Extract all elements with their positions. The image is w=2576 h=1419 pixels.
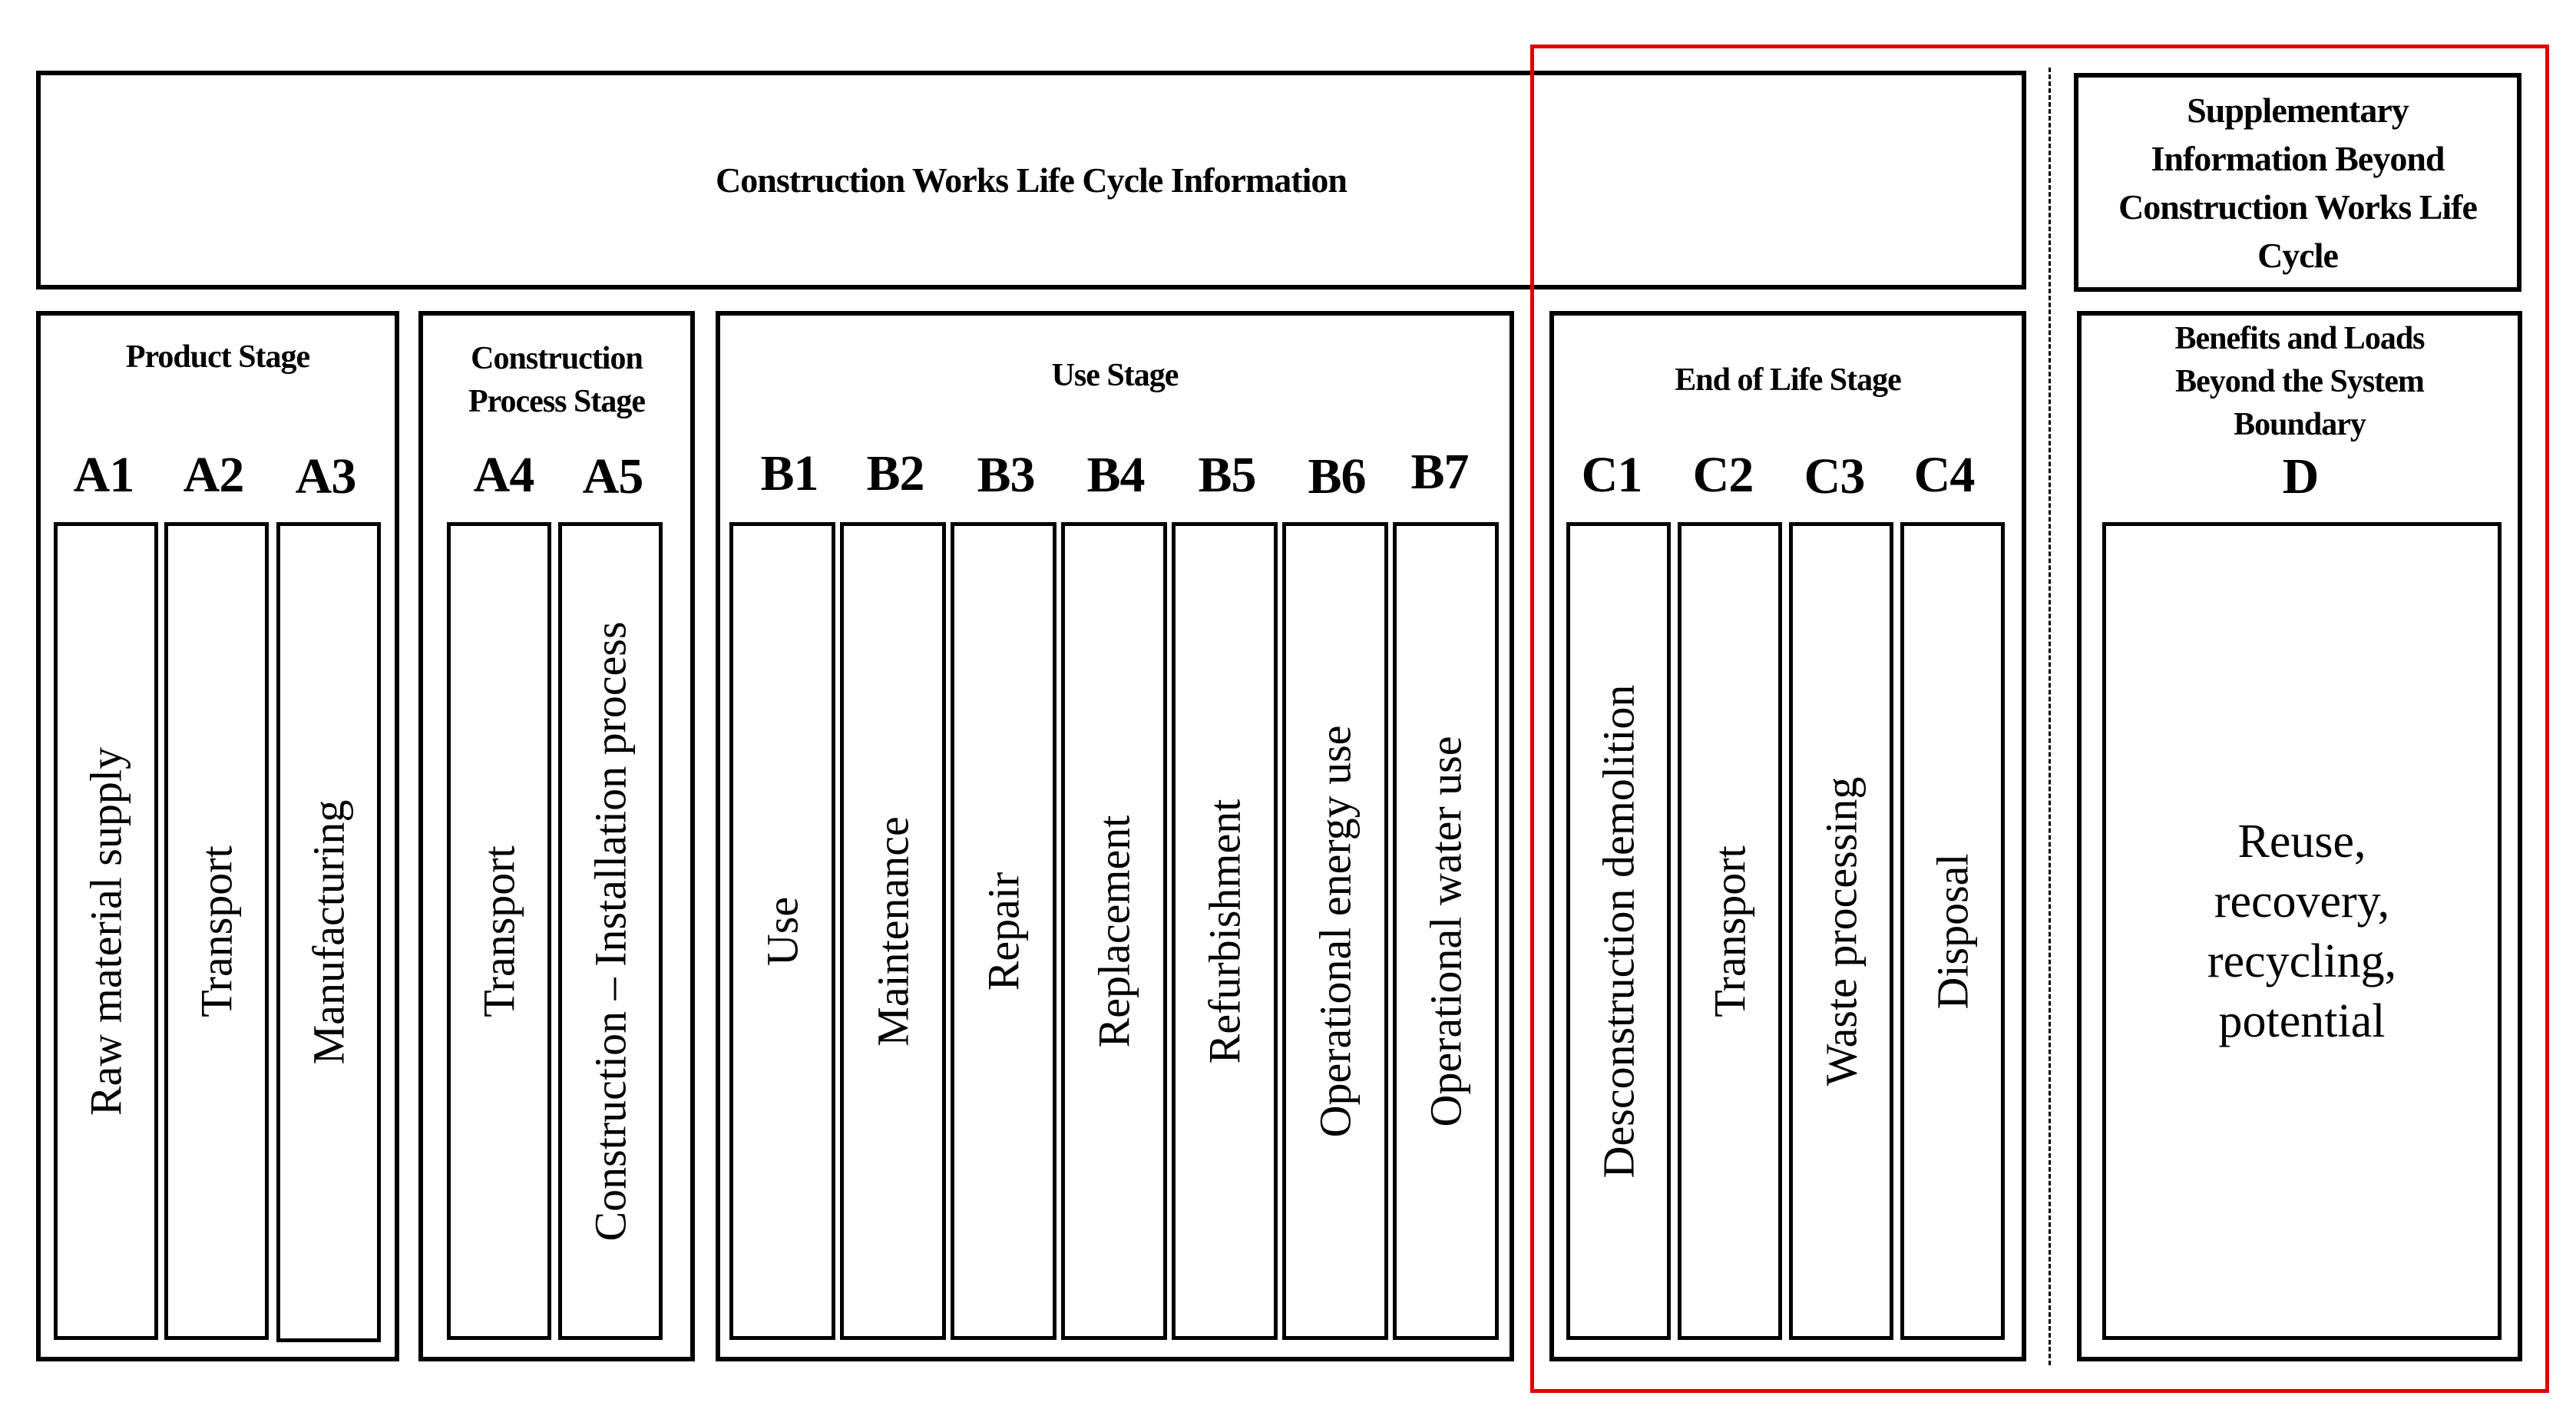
stage-title: Benefits and Loads Beyond the System Boundary <box>2174 321 2425 442</box>
module-code: B4 <box>1086 447 1145 503</box>
module-code: B6 <box>1308 448 1366 504</box>
module-a3 <box>276 522 381 1342</box>
module-label: Disposal <box>1927 853 1978 1009</box>
module-label: Use <box>757 896 808 966</box>
module-label: Waste processing <box>1816 776 1867 1086</box>
stage-title: Construction Process Stage <box>468 341 645 419</box>
life-cycle-header <box>36 71 2026 289</box>
module-label: Transport <box>474 845 524 1017</box>
stage-title: Product Stage <box>125 339 310 375</box>
module-code: C4 <box>1913 447 1975 503</box>
module-code: B2 <box>866 445 924 501</box>
module-code: A4 <box>473 447 534 503</box>
module-label: Operational energy use <box>1310 725 1361 1137</box>
supplementary-title: Supplementary Information Beyond Construction Works Life Cycle <box>2118 90 2477 275</box>
module-label: Refurbishment <box>1199 799 1250 1063</box>
module-label: Manufacturing <box>303 799 354 1065</box>
module-label: Repair <box>978 872 1029 991</box>
module-d <box>2102 522 2502 1340</box>
module-b6 <box>1282 522 1388 1340</box>
module-b1 <box>729 522 835 1340</box>
module-b5 <box>1172 522 1278 1340</box>
module-a2 <box>164 522 269 1340</box>
module-a1 <box>54 522 158 1340</box>
module-label: Maintenance <box>868 815 918 1047</box>
module-code: C2 <box>1692 447 1754 503</box>
module-c3 <box>1789 522 1893 1340</box>
module-code: C3 <box>1804 448 1865 504</box>
module-code: A1 <box>73 447 134 503</box>
module-code: B1 <box>760 445 818 501</box>
module-a4 <box>447 522 551 1340</box>
module-b7 <box>1393 522 1499 1340</box>
module-b4 <box>1061 522 1167 1340</box>
module-code: B3 <box>977 447 1035 503</box>
module-c2 <box>1678 522 1782 1340</box>
module-label: Transport <box>1705 845 1755 1017</box>
boundary-divider <box>2049 68 2051 1365</box>
module-c4 <box>1900 522 2005 1340</box>
module-code: B5 <box>1198 447 1256 503</box>
module-label: Transport <box>191 845 242 1017</box>
module-label: Desconstruction demolition <box>1593 684 1644 1178</box>
stage-title: End of Life Stage <box>1675 362 1901 398</box>
stage-title: Use Stage <box>1051 358 1179 393</box>
module-b2 <box>840 522 946 1340</box>
module-code: B7 <box>1410 444 1469 500</box>
module-code: C1 <box>1581 447 1642 503</box>
module-code: A5 <box>582 448 643 504</box>
supplementary-header <box>2074 73 2521 292</box>
module-c1 <box>1566 522 1671 1340</box>
module-label: Construction – Installation process <box>585 620 636 1242</box>
module-code: A2 <box>183 447 244 503</box>
module-label: Reuse, recovery, recycling, potential <box>2207 815 2397 1047</box>
life-cycle-title: Construction Works Life Cycle Information <box>716 160 1347 200</box>
module-label: Operational water use <box>1420 736 1471 1126</box>
module-label: Raw material supply <box>81 746 131 1116</box>
module-label: Replacement <box>1089 815 1139 1047</box>
module-b3 <box>951 522 1057 1340</box>
module-code: D <box>2282 448 2319 504</box>
module-code: A3 <box>295 448 356 504</box>
module-a5 <box>558 522 663 1340</box>
